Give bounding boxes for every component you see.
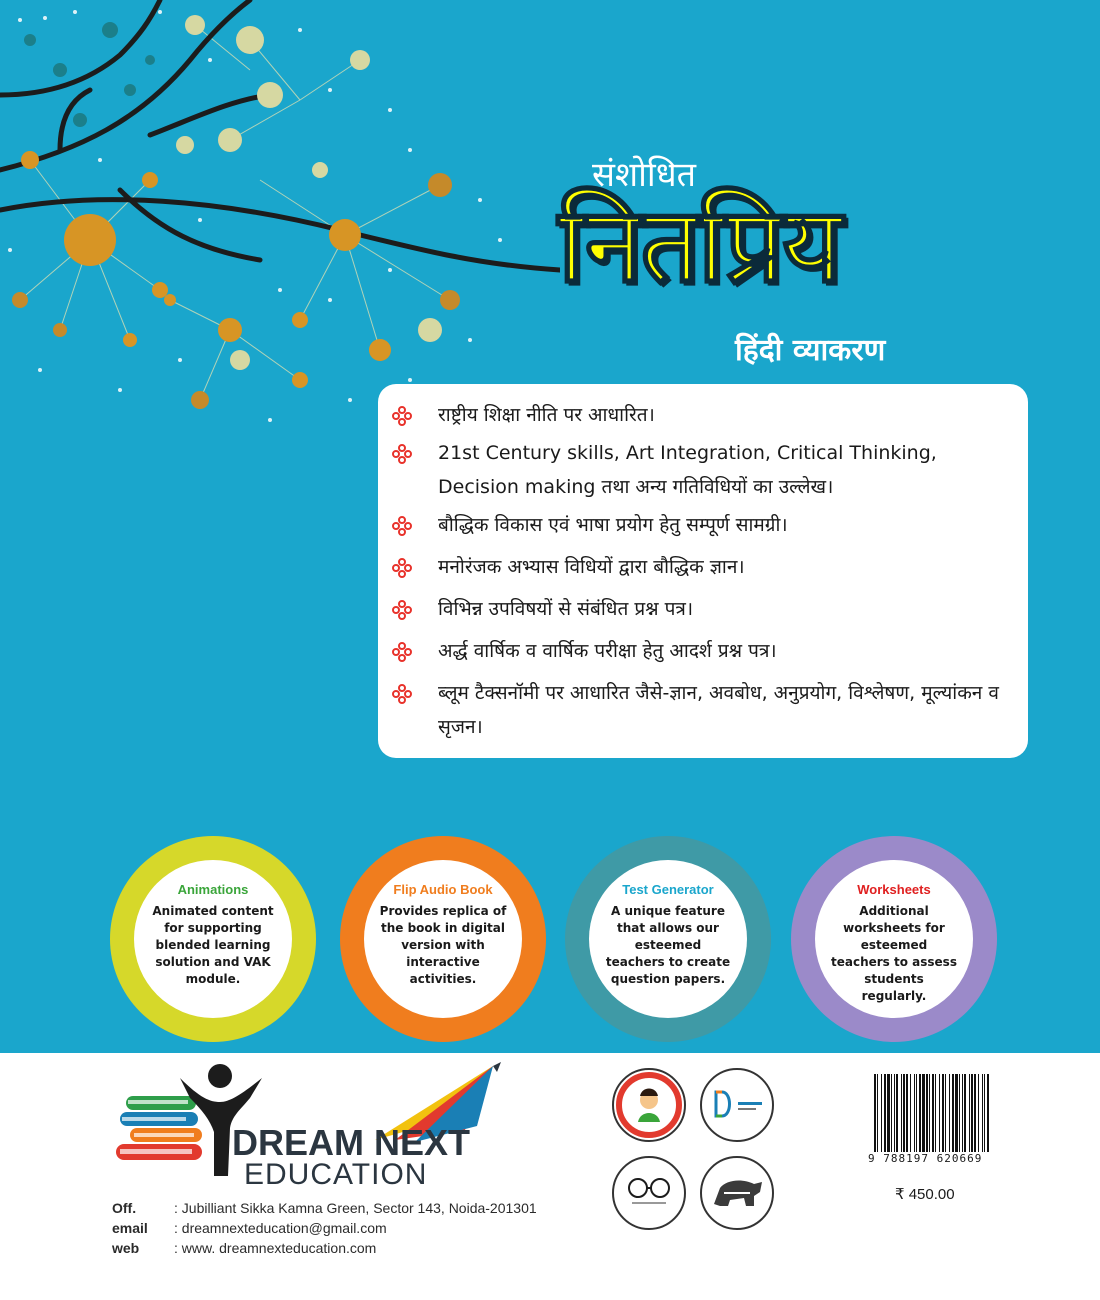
contact-row-email <box>112 1220 612 1240</box>
barcode-bar <box>939 1074 940 1152</box>
barcode-bar <box>877 1074 878 1152</box>
barcode-bar <box>971 1074 973 1152</box>
feature-text: मनोरंजक अभ्यास विधियों द्वारा बौद्धिक ज्ञान। <box>438 556 745 578</box>
make-in-india-badge-icon <box>700 1156 774 1230</box>
barcode-bar <box>896 1074 898 1152</box>
circle-content <box>815 860 973 1018</box>
contact-label: web <box>112 1240 140 1256</box>
barcode-bar <box>891 1074 892 1152</box>
barcode-bar <box>942 1074 944 1152</box>
barcode-bar <box>874 1074 876 1152</box>
barcode-bar <box>962 1074 963 1152</box>
barcode-bar <box>984 1074 985 1152</box>
book-title: नितप्रिय <box>558 184 841 306</box>
flower-bullet-icon <box>392 558 412 578</box>
barcode-bar <box>919 1074 921 1152</box>
feature-text: अर्द्ध वार्षिक व वार्षिक परीक्षा हेतु आदर्श प्रश्न पत्र। <box>438 640 777 662</box>
contact-row-web <box>112 1240 612 1260</box>
barcode-bar <box>881 1074 882 1152</box>
feature-text: ब्लूम टैक्सनॉमी पर आधारित जैसे-ज्ञान, अवबोध, अनुप्रयोग, विश्लेषण, मूल्यांकन व सृजन। <box>438 682 999 738</box>
circle-content <box>134 860 292 1018</box>
circle-content <box>364 860 522 1018</box>
barcode-bar <box>959 1074 960 1152</box>
barcode-bar <box>926 1074 928 1152</box>
circle-title: Worksheets <box>857 882 931 897</box>
contact-value: : Jubilliant Sikka Kamna Green, Sector 143, Noida-201301 <box>174 1200 537 1216</box>
flower-bullet-icon <box>392 516 412 536</box>
circle-flip-audio-book <box>340 836 546 1042</box>
digital-india-badge-icon <box>700 1068 774 1142</box>
barcode-bar <box>916 1074 917 1152</box>
barcode-bar <box>894 1074 895 1152</box>
contact-value: : dreamnexteducation@gmail.com <box>174 1220 387 1236</box>
circle-title: Test Generator <box>622 882 714 897</box>
circle-description: Animated content for supporting blended learning solution and VAK module. <box>152 904 274 986</box>
feature-text: विभिन्न उपविषयों से संबंधित प्रश्न पत्र। <box>438 598 694 620</box>
contact-label: Off. <box>112 1200 137 1216</box>
book-subject: हिंदी व्याकरण <box>735 333 886 368</box>
isbn-number: 9 788197 620669 <box>868 1152 983 1165</box>
barcode-bar <box>887 1074 890 1152</box>
tree-branch-illustration <box>0 0 560 430</box>
feature-text: 21st Century skills, Art Integration, Critical Thinking, Decision making तथा अन्य गतिविधियों का उल्लेख। <box>438 442 937 498</box>
feature-text: राष्ट्रीय शिक्षा नीति पर आधारित। <box>438 404 655 426</box>
barcode-bar <box>910 1074 911 1152</box>
barcode-bar <box>952 1074 954 1152</box>
flower-bullet-icon <box>392 600 412 620</box>
beti-bachao-badge-icon <box>612 1068 686 1142</box>
barcode-bar <box>935 1074 936 1152</box>
barcode-bar <box>987 1074 989 1152</box>
features-panel <box>378 384 1028 758</box>
circle-content <box>589 860 747 1018</box>
book-price: ₹ 450.00 <box>895 1186 955 1203</box>
flower-bullet-icon <box>392 444 412 464</box>
barcode-bar <box>914 1074 915 1152</box>
barcode-bar <box>955 1074 958 1152</box>
circle-title: Flip Audio Book <box>393 882 493 897</box>
barcode-bar <box>974 1074 976 1152</box>
flower-bullet-icon <box>392 684 412 704</box>
flower-bullet-icon <box>392 642 412 662</box>
barcode-icon <box>872 1074 990 1154</box>
barcode-bar <box>949 1074 950 1152</box>
barcode-bar <box>978 1074 979 1152</box>
barcode-bar <box>945 1074 946 1152</box>
circle-worksheets <box>791 836 997 1042</box>
barcode-bar <box>969 1074 970 1152</box>
circle-test-generator <box>565 836 771 1042</box>
contact-row-office <box>112 1200 612 1220</box>
barcode-bar <box>901 1074 902 1152</box>
barcode-bar <box>903 1074 905 1152</box>
barcode-bar <box>906 1074 908 1152</box>
swachh-bharat-badge-icon <box>612 1156 686 1230</box>
barcode-bar <box>929 1074 930 1152</box>
contact-value: : www. dreamnexteducation.com <box>174 1240 377 1256</box>
circle-description: Additional worksheets for esteemed teachers to assess students regularly. <box>831 904 957 1003</box>
barcode-bar <box>922 1074 925 1152</box>
publisher-name-line1: DREAM NEXT <box>232 1122 471 1163</box>
circle-animations <box>110 836 316 1042</box>
publisher-name-line2: EDUCATION <box>244 1158 428 1191</box>
contact-label: email <box>112 1220 148 1236</box>
cover-subtitle: संशोधित <box>592 155 697 195</box>
circle-description: A unique feature that allows our esteemed teachers to create question papers. <box>605 904 731 986</box>
circle-description: Provides replica of the book in digital version with interactive activities. <box>379 904 507 986</box>
barcode-bar <box>982 1074 983 1152</box>
barcode-bar <box>932 1074 934 1152</box>
barcode-bar <box>884 1074 886 1152</box>
circle-title: Animations <box>177 882 249 897</box>
flower-bullet-icon <box>392 406 412 426</box>
feature-text: बौद्धिक विकास एवं भाषा प्रयोग हेतु सम्पूर्ण सामग्री। <box>438 514 788 536</box>
barcode-bar <box>964 1074 966 1152</box>
